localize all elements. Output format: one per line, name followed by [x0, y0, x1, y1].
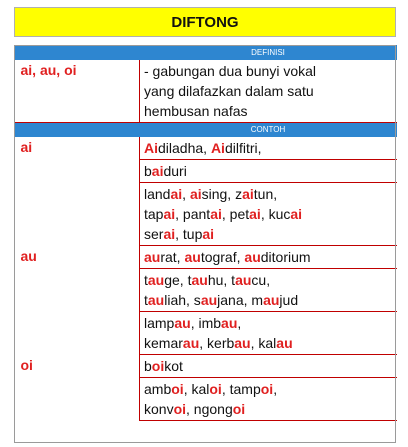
diphthong-highlight: au — [235, 272, 252, 288]
word-text: b — [144, 358, 152, 374]
diphthong-highlight: Ai — [210, 140, 225, 156]
diphthong-highlight: ai — [163, 226, 176, 242]
example-cell — [140, 269, 397, 312]
group-key-oi: oi — [15, 355, 140, 421]
title-text: DIFTONG — [171, 13, 239, 31]
example-line — [144, 138, 393, 158]
word-text: , kal — [250, 335, 277, 351]
word-text: amb — [144, 381, 172, 397]
example-line — [144, 224, 393, 244]
definition-line: yang dilafazkan dalam satu — [144, 83, 314, 99]
diphthong-highlight: ai — [202, 226, 215, 242]
diphthong-highlight: au — [221, 315, 238, 331]
word-text: rat, — [160, 249, 185, 265]
group-key-au: au — [15, 246, 140, 355]
example-line — [144, 247, 393, 267]
word-text: , tamp — [221, 381, 261, 397]
header-row-contoh — [15, 123, 397, 137]
word-text: , kuc — [260, 206, 291, 222]
diphthong-highlight: au — [182, 335, 200, 351]
word-text: kemar — [144, 335, 183, 351]
word-text: tun, — [253, 186, 278, 202]
word-text: tap — [144, 206, 164, 222]
word-text: t — [144, 272, 148, 288]
word-text: , — [273, 381, 278, 397]
example-row — [15, 137, 397, 160]
diphthong-highlight: au — [263, 292, 280, 308]
diphthong-highlight: oi — [260, 381, 274, 397]
example-line — [144, 313, 393, 333]
word-text: , imb — [190, 315, 222, 331]
diftong-table — [14, 45, 397, 421]
diphthong-highlight: au — [144, 249, 161, 265]
diphthong-highlight: au — [191, 272, 208, 288]
word-text: liah, s — [164, 292, 201, 308]
word-text: b — [144, 163, 152, 179]
word-text: , kal — [183, 381, 210, 397]
word-text: diladha, — [158, 140, 211, 156]
diphthong-highlight: ai — [290, 206, 303, 222]
word-text: hu, t — [207, 272, 236, 288]
header-definisi: DEFINISI — [140, 46, 397, 60]
word-text: , pant — [175, 206, 211, 222]
diphthong-highlight: ai — [163, 206, 176, 222]
word-text: , tup — [175, 226, 203, 242]
example-line — [144, 184, 393, 204]
diphthong-highlight: ai — [189, 186, 202, 202]
diphthong-highlight: Ai — [144, 140, 158, 156]
word-text: jana, m — [217, 292, 264, 308]
word-text: , — [237, 315, 242, 331]
definition-key: ai, au, oi — [15, 60, 140, 123]
example-line — [144, 333, 393, 353]
diphthong-highlight: au — [147, 292, 165, 308]
table-body — [15, 46, 397, 421]
definition-text — [140, 60, 397, 123]
diphthong-highlight: ai — [170, 186, 183, 202]
page-title — [14, 7, 396, 37]
diphthong-highlight: ai — [249, 206, 261, 222]
example-line — [144, 270, 393, 290]
header-row-definisi — [15, 46, 397, 60]
diphthong-highlight: au — [174, 315, 191, 331]
word-text: , — [182, 186, 190, 202]
word-text: ser — [144, 226, 164, 242]
example-cell — [140, 246, 397, 269]
header-contoh: CONTOH — [140, 123, 397, 137]
diphthong-highlight: oi — [151, 358, 165, 374]
example-row — [15, 246, 397, 269]
word-text: kot — [164, 358, 183, 374]
definition-line: - gabungan dua bunyi vokal — [144, 63, 317, 79]
diphthong-highlight: oi — [173, 401, 187, 417]
word-text: cu, — [251, 272, 271, 288]
definition-line: hembusan nafas — [144, 103, 248, 119]
word-text: lamp — [144, 315, 175, 331]
example-cell — [140, 378, 397, 421]
word-text: , kerb — [199, 335, 235, 351]
example-line — [144, 290, 393, 310]
diphthong-highlight: ai — [151, 163, 164, 179]
example-cell — [140, 355, 397, 378]
example-line — [144, 161, 393, 181]
diphthong-highlight: oi — [232, 401, 246, 417]
diphthong-highlight: oi — [209, 381, 222, 397]
word-text: dilfitri, — [224, 140, 262, 156]
word-text: ditorium — [260, 249, 311, 265]
diphthong-highlight: au — [184, 249, 201, 265]
example-cell — [140, 183, 397, 246]
word-text: tograf, — [200, 249, 245, 265]
diphthong-highlight: au — [244, 249, 261, 265]
word-text: konv — [144, 401, 174, 417]
word-text: land — [144, 186, 171, 202]
diphthong-highlight: ai — [242, 186, 254, 202]
example-line — [144, 399, 393, 419]
diphthong-highlight: au — [200, 292, 218, 308]
group-key-ai: ai — [15, 137, 140, 246]
diphthong-highlight: au — [276, 335, 293, 351]
example-row — [15, 355, 397, 378]
example-line — [144, 379, 393, 399]
diphthong-highlight: au — [234, 335, 251, 351]
diphthong-highlight: au — [147, 272, 165, 288]
example-cell — [140, 312, 397, 355]
word-text: duri — [163, 163, 187, 179]
diphthong-highlight: oi — [171, 381, 184, 397]
word-text: t — [144, 292, 148, 308]
word-text: sing, z — [201, 186, 243, 202]
word-text: ge, t — [164, 272, 192, 288]
example-cell — [140, 137, 397, 160]
word-text: , pet — [221, 206, 250, 222]
example-line — [144, 204, 393, 224]
example-line — [144, 356, 393, 376]
word-text: , ngong — [186, 401, 233, 417]
definition-row — [15, 60, 397, 123]
example-cell — [140, 160, 397, 183]
diphthong-highlight: ai — [210, 206, 222, 222]
word-text: jud — [279, 292, 299, 308]
